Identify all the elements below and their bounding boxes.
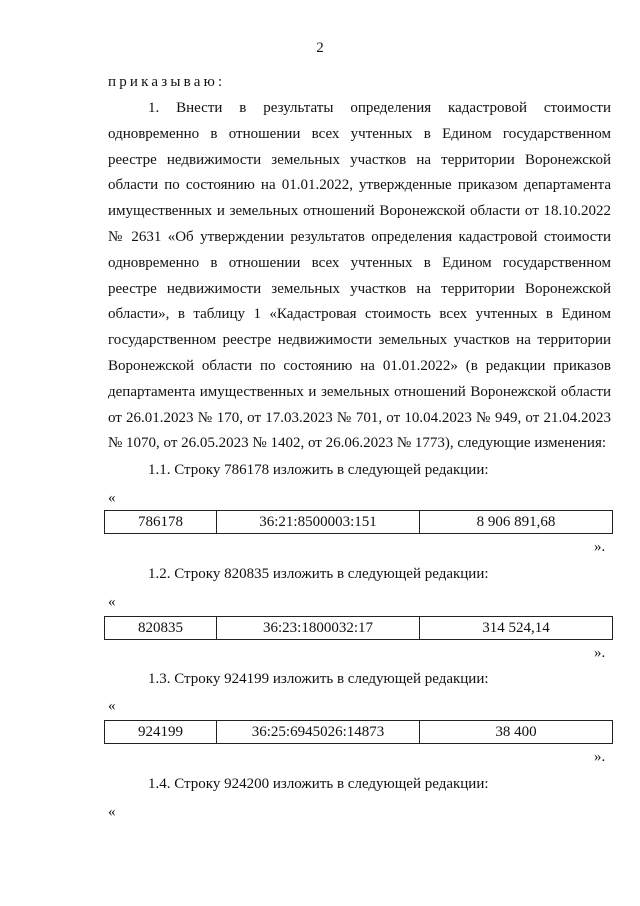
table-row-786178	[104, 510, 613, 534]
cadastral-value-cell: 38 400	[420, 721, 613, 744]
row-number-cell: 820835	[105, 617, 217, 640]
cadastral-number-cell: 36:25:6945026:14873	[217, 721, 420, 744]
page-number: 2	[316, 40, 324, 56]
table-row-820835	[104, 616, 613, 640]
open-quote: «	[108, 698, 116, 714]
item-1-1-heading: 1.1. Строку 786178 изложить в следующей редакции:	[148, 462, 489, 478]
open-quote: «	[108, 594, 116, 610]
close-quote: ».	[594, 749, 606, 765]
item-1-3-heading: 1.3. Строку 924199 изложить в следующей редакции:	[148, 671, 489, 687]
close-quote: ».	[594, 645, 606, 661]
row-number-cell: 786178	[105, 511, 217, 534]
paragraph-1: 1. Внести в результаты определения кадастровой стоимости одновременно в отношении всех учтенных в Едином государственном реестре недвижимости земельных участков на территории Воронежской области по состоянию на 01.01.2022, утвержденные приказом департамента имущественных и земельных отношений Воронежской области от 18.10.2022 № 2631 «Об утверждении результатов определения кадастровой стоимости одновременно в отношении всех учтенных в Едином государственном реестре недвижимости земельных участков на территории Воронежской области», в таблицу 1 «Кадастровая стоимость всех учтенных в Едином государственном реестре недвижимости земельных участков на территории Воронежской области по состоянию на 01.01.2022» (в редакции приказов департамента имущественных и земельных отношений Воронежской области от 26.01.2023 № 170, от 17.03.2023 № 701, от 10.04.2023 № 949, от 21.04.2023 № 1070, от 26.05.2023 № 1402, от 26.06.2023 № 1773), следующие изменения:	[108, 100, 611, 452]
row-number-cell: 924199	[105, 721, 217, 744]
order-word: приказываю:	[108, 74, 226, 90]
item-1-4-heading: 1.4. Строку 924200 изложить в следующей редакции:	[148, 776, 489, 792]
item-1-2-heading: 1.2. Строку 820835 изложить в следующей редакции:	[148, 566, 489, 582]
table-row-924199	[104, 720, 613, 744]
cadastral-number-cell: 36:21:8500003:151	[217, 511, 420, 534]
open-quote: «	[108, 490, 116, 506]
cadastral-value-cell: 8 906 891,68	[420, 511, 613, 534]
cadastral-value-cell: 314 524,14	[420, 617, 613, 640]
open-quote: «	[108, 804, 116, 820]
cadastral-number-cell: 36:23:1800032:17	[217, 617, 420, 640]
close-quote: ».	[594, 539, 606, 555]
